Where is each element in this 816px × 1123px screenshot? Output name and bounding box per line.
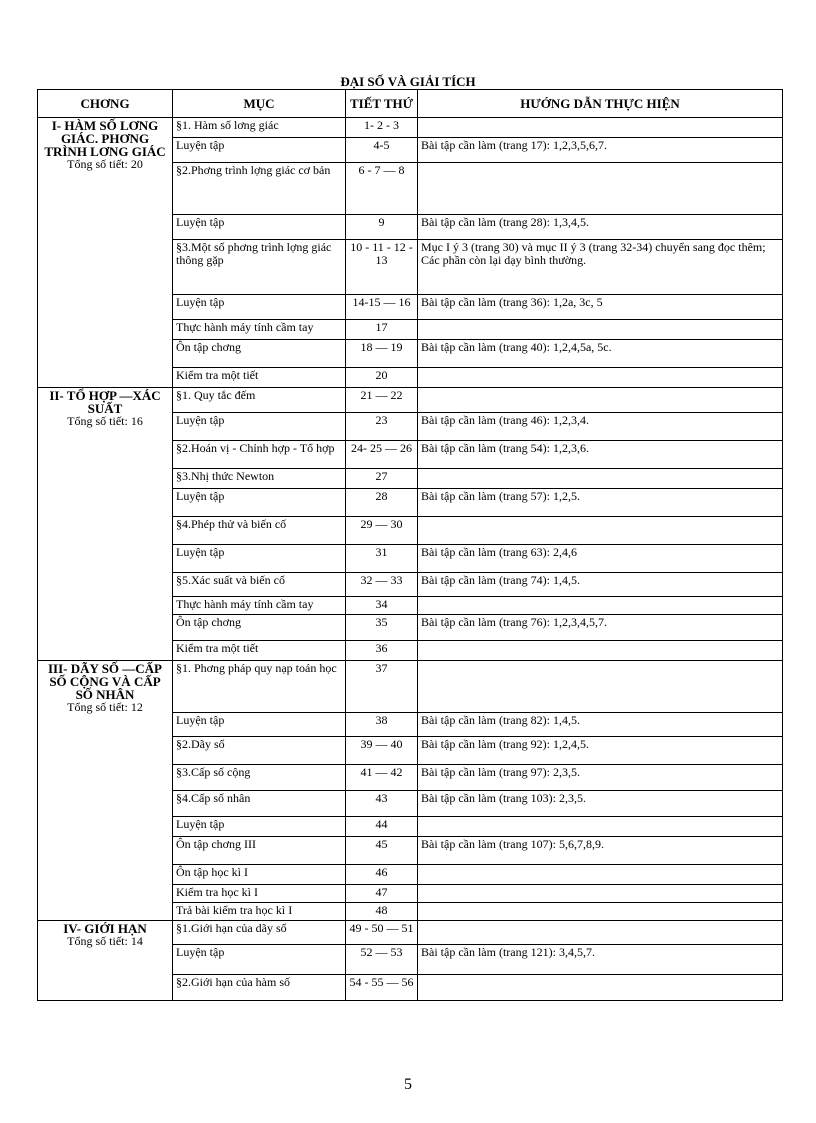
period-number: 31 xyxy=(346,545,418,573)
lesson-item: §5.Xác suất và biến cố xyxy=(173,573,346,597)
implementation-guide: Bài tập cần làm (trang 121): 3,4,5,7. xyxy=(418,945,783,975)
lesson-item: §3.Nhị thức Newton xyxy=(173,469,346,489)
period-number: 48 xyxy=(346,903,418,921)
implementation-guide: Bài tập cần làm (trang 40): 1,2,4,5a, 5c. xyxy=(418,340,783,368)
lesson-item: §2.Dãy số xyxy=(173,737,346,765)
period-number: 36 xyxy=(346,641,418,661)
lesson-item: Luyện tập xyxy=(173,215,346,240)
period-number: 52 — 53 xyxy=(346,945,418,975)
chapter-cell xyxy=(38,661,173,921)
lesson-item: §4.Phép thử và biến cố xyxy=(173,517,346,545)
implementation-guide: Bài tập cần làm (trang 103): 2,3,5. xyxy=(418,791,783,817)
implementation-guide xyxy=(418,368,783,388)
implementation-guide: Bài tập cần làm (trang 28): 1,3,4,5. xyxy=(418,215,783,240)
lesson-item: §1. Phơng pháp quy nạp toán học xyxy=(173,661,346,713)
implementation-guide xyxy=(418,975,783,1001)
lesson-item: Ôn tập học kì I xyxy=(173,865,346,885)
period-number: 4-5 xyxy=(346,138,418,163)
period-number: 54 - 55 — 56 xyxy=(346,975,418,1001)
period-number: 49 - 50 — 51 xyxy=(346,921,418,945)
implementation-guide: Bài tập cần làm (trang 36): 1,2a, 3c, 5 xyxy=(418,295,783,320)
period-number: 21 — 22 xyxy=(346,388,418,413)
page-title: ĐẠI SỐ VÀ GIẢI TÍCH xyxy=(340,74,476,89)
implementation-guide xyxy=(418,163,783,215)
chapter-total-periods: Tổng số tiết: 16 xyxy=(67,414,143,428)
lesson-item: §1.Giới hạn của dãy số xyxy=(173,921,346,945)
lesson-item: §3.Một số phơng trình lợng giác thông gặp xyxy=(173,240,346,295)
implementation-guide xyxy=(418,469,783,489)
header-guide: HƯỚNG DẪN THỰC HIỆN xyxy=(418,90,783,118)
period-number: 14-15 — 16 xyxy=(346,295,418,320)
implementation-guide xyxy=(418,817,783,837)
chapter-name: I- HÀM SỐ LƠNG GIÁC. PHƠNG TRÌNH LƠNG GIÁC xyxy=(44,118,166,159)
lesson-item: Kiểm tra một tiết xyxy=(173,641,346,661)
implementation-guide xyxy=(418,661,783,713)
lesson-item: Luyện tập xyxy=(173,413,346,441)
table-row xyxy=(38,661,783,713)
implementation-guide: Bài tập cần làm (trang 46): 1,2,3,4. xyxy=(418,413,783,441)
chapter-total-periods: Tổng số tiết: 14 xyxy=(67,934,143,948)
implementation-guide: Bài tập cần làm (trang 57): 1,2,5. xyxy=(418,489,783,517)
curriculum-table xyxy=(37,89,783,1001)
lesson-item: §2.Giới hạn của hàm số xyxy=(173,975,346,1001)
page-number: 5 xyxy=(404,1076,412,1093)
table-row xyxy=(38,921,783,945)
lesson-item: Luyện tập xyxy=(173,817,346,837)
implementation-guide: Bài tập cần làm (trang 63): 2,4,6 xyxy=(418,545,783,573)
lesson-item: Thực hành máy tính cầm tay xyxy=(173,597,346,615)
chapter-cell xyxy=(38,118,173,388)
chapter-cell xyxy=(38,921,173,1001)
chapter-total-periods: Tổng số tiết: 12 xyxy=(67,700,143,714)
period-number: 41 — 42 xyxy=(346,765,418,791)
period-number: 6 - 7 — 8 xyxy=(346,163,418,215)
implementation-guide xyxy=(418,921,783,945)
implementation-guide: Bài tập cần làm (trang 76): 1,2,3,4,5,7. xyxy=(418,615,783,641)
table-body xyxy=(38,118,783,1001)
lesson-item: Kiểm tra một tiết xyxy=(173,368,346,388)
period-number: 29 — 30 xyxy=(346,517,418,545)
lesson-item: §1. Quy tắc đếm xyxy=(173,388,346,413)
period-number: 10 - 11 - 12 - 13 xyxy=(346,240,418,295)
implementation-guide xyxy=(418,865,783,885)
header-period: TIẾT THỨ xyxy=(346,90,418,118)
table-row xyxy=(38,118,783,138)
period-number: 18 — 19 xyxy=(346,340,418,368)
lesson-item: §4.Cấp số nhân xyxy=(173,791,346,817)
period-number: 32 — 33 xyxy=(346,573,418,597)
period-number: 28 xyxy=(346,489,418,517)
chapter-name: IV- GIỚI HẠN xyxy=(63,921,147,936)
implementation-guide xyxy=(418,885,783,903)
lesson-item: Ôn tập chơng xyxy=(173,340,346,368)
implementation-guide xyxy=(418,903,783,921)
chapter-cell xyxy=(38,388,173,661)
implementation-guide xyxy=(418,388,783,413)
header-chapter: CHƠNG xyxy=(38,90,173,118)
lesson-item: Ôn tập chơng xyxy=(173,615,346,641)
lesson-item: Kiểm tra học kì I xyxy=(173,885,346,903)
period-number: 1- 2 - 3 xyxy=(346,118,418,138)
period-number: 20 xyxy=(346,368,418,388)
chapter-name: II- TỔ HỢP —XÁC SUẤT xyxy=(49,388,161,416)
period-number: 34 xyxy=(346,597,418,615)
lesson-item: Luyện tập xyxy=(173,945,346,975)
period-number: 38 xyxy=(346,713,418,737)
lesson-item: §2.Hoán vị - Chỉnh hợp - Tổ hợp xyxy=(173,441,346,469)
lesson-item: Luyện tập xyxy=(173,545,346,573)
period-number: 46 xyxy=(346,865,418,885)
lesson-item: Luyện tập xyxy=(173,295,346,320)
period-number: 39 — 40 xyxy=(346,737,418,765)
period-number: 27 xyxy=(346,469,418,489)
period-number: 43 xyxy=(346,791,418,817)
lesson-item: Luyện tập xyxy=(173,138,346,163)
chapter-name: III- DÃY SỐ —CẤP SỐ CỘNG VÀ CẤP SỐ NHÂN xyxy=(48,661,162,702)
header-item: MỤC xyxy=(173,90,346,118)
implementation-guide: Bài tập cần làm (trang 82): 1,4,5. xyxy=(418,713,783,737)
lesson-item: §1. Hàm số lơng giác xyxy=(173,118,346,138)
lesson-item: Trả bài kiểm tra học kì I xyxy=(173,903,346,921)
implementation-guide: Bài tập cần làm (trang 97): 2,3,5. xyxy=(418,765,783,791)
period-number: 44 xyxy=(346,817,418,837)
implementation-guide xyxy=(418,597,783,615)
implementation-guide xyxy=(418,118,783,138)
implementation-guide: Mục I ý 3 (trang 30) và mục II ý 3 (trang 32-34) chuyển sang đọc thêm; Các phần còn lại dạy bình thường. xyxy=(418,240,783,295)
lesson-item: Ôn tập chơng III xyxy=(173,837,346,865)
implementation-guide xyxy=(418,517,783,545)
implementation-guide: Bài tập cần làm (trang 92): 1,2,4,5. xyxy=(418,737,783,765)
period-number: 47 xyxy=(346,885,418,903)
implementation-guide xyxy=(418,320,783,340)
lesson-item: §2.Phơng trình lợng giác cơ bản xyxy=(173,163,346,215)
implementation-guide: Bài tập cần làm (trang 107): 5,6,7,8,9. xyxy=(418,837,783,865)
period-number: 17 xyxy=(346,320,418,340)
table-header-row xyxy=(38,90,783,118)
period-number: 45 xyxy=(346,837,418,865)
lesson-item: Luyện tập xyxy=(173,489,346,517)
implementation-guide: Bài tập cần làm (trang 54): 1,2,3,6. xyxy=(418,441,783,469)
period-number: 37 xyxy=(346,661,418,713)
period-number: 24- 25 — 26 xyxy=(346,441,418,469)
lesson-item: §3.Cấp số cộng xyxy=(173,765,346,791)
lesson-item: Luyện tập xyxy=(173,713,346,737)
implementation-guide xyxy=(418,641,783,661)
period-number: 23 xyxy=(346,413,418,441)
implementation-guide: Bài tập cần làm (trang 74): 1,4,5. xyxy=(418,573,783,597)
lesson-item: Thực hành máy tính cầm tay xyxy=(173,320,346,340)
chapter-total-periods: Tổng số tiết: 20 xyxy=(67,157,143,171)
period-number: 9 xyxy=(346,215,418,240)
table-row xyxy=(38,388,783,413)
implementation-guide: Bài tập cần làm (trang 17): 1,2,3,5,6,7. xyxy=(418,138,783,163)
period-number: 35 xyxy=(346,615,418,641)
